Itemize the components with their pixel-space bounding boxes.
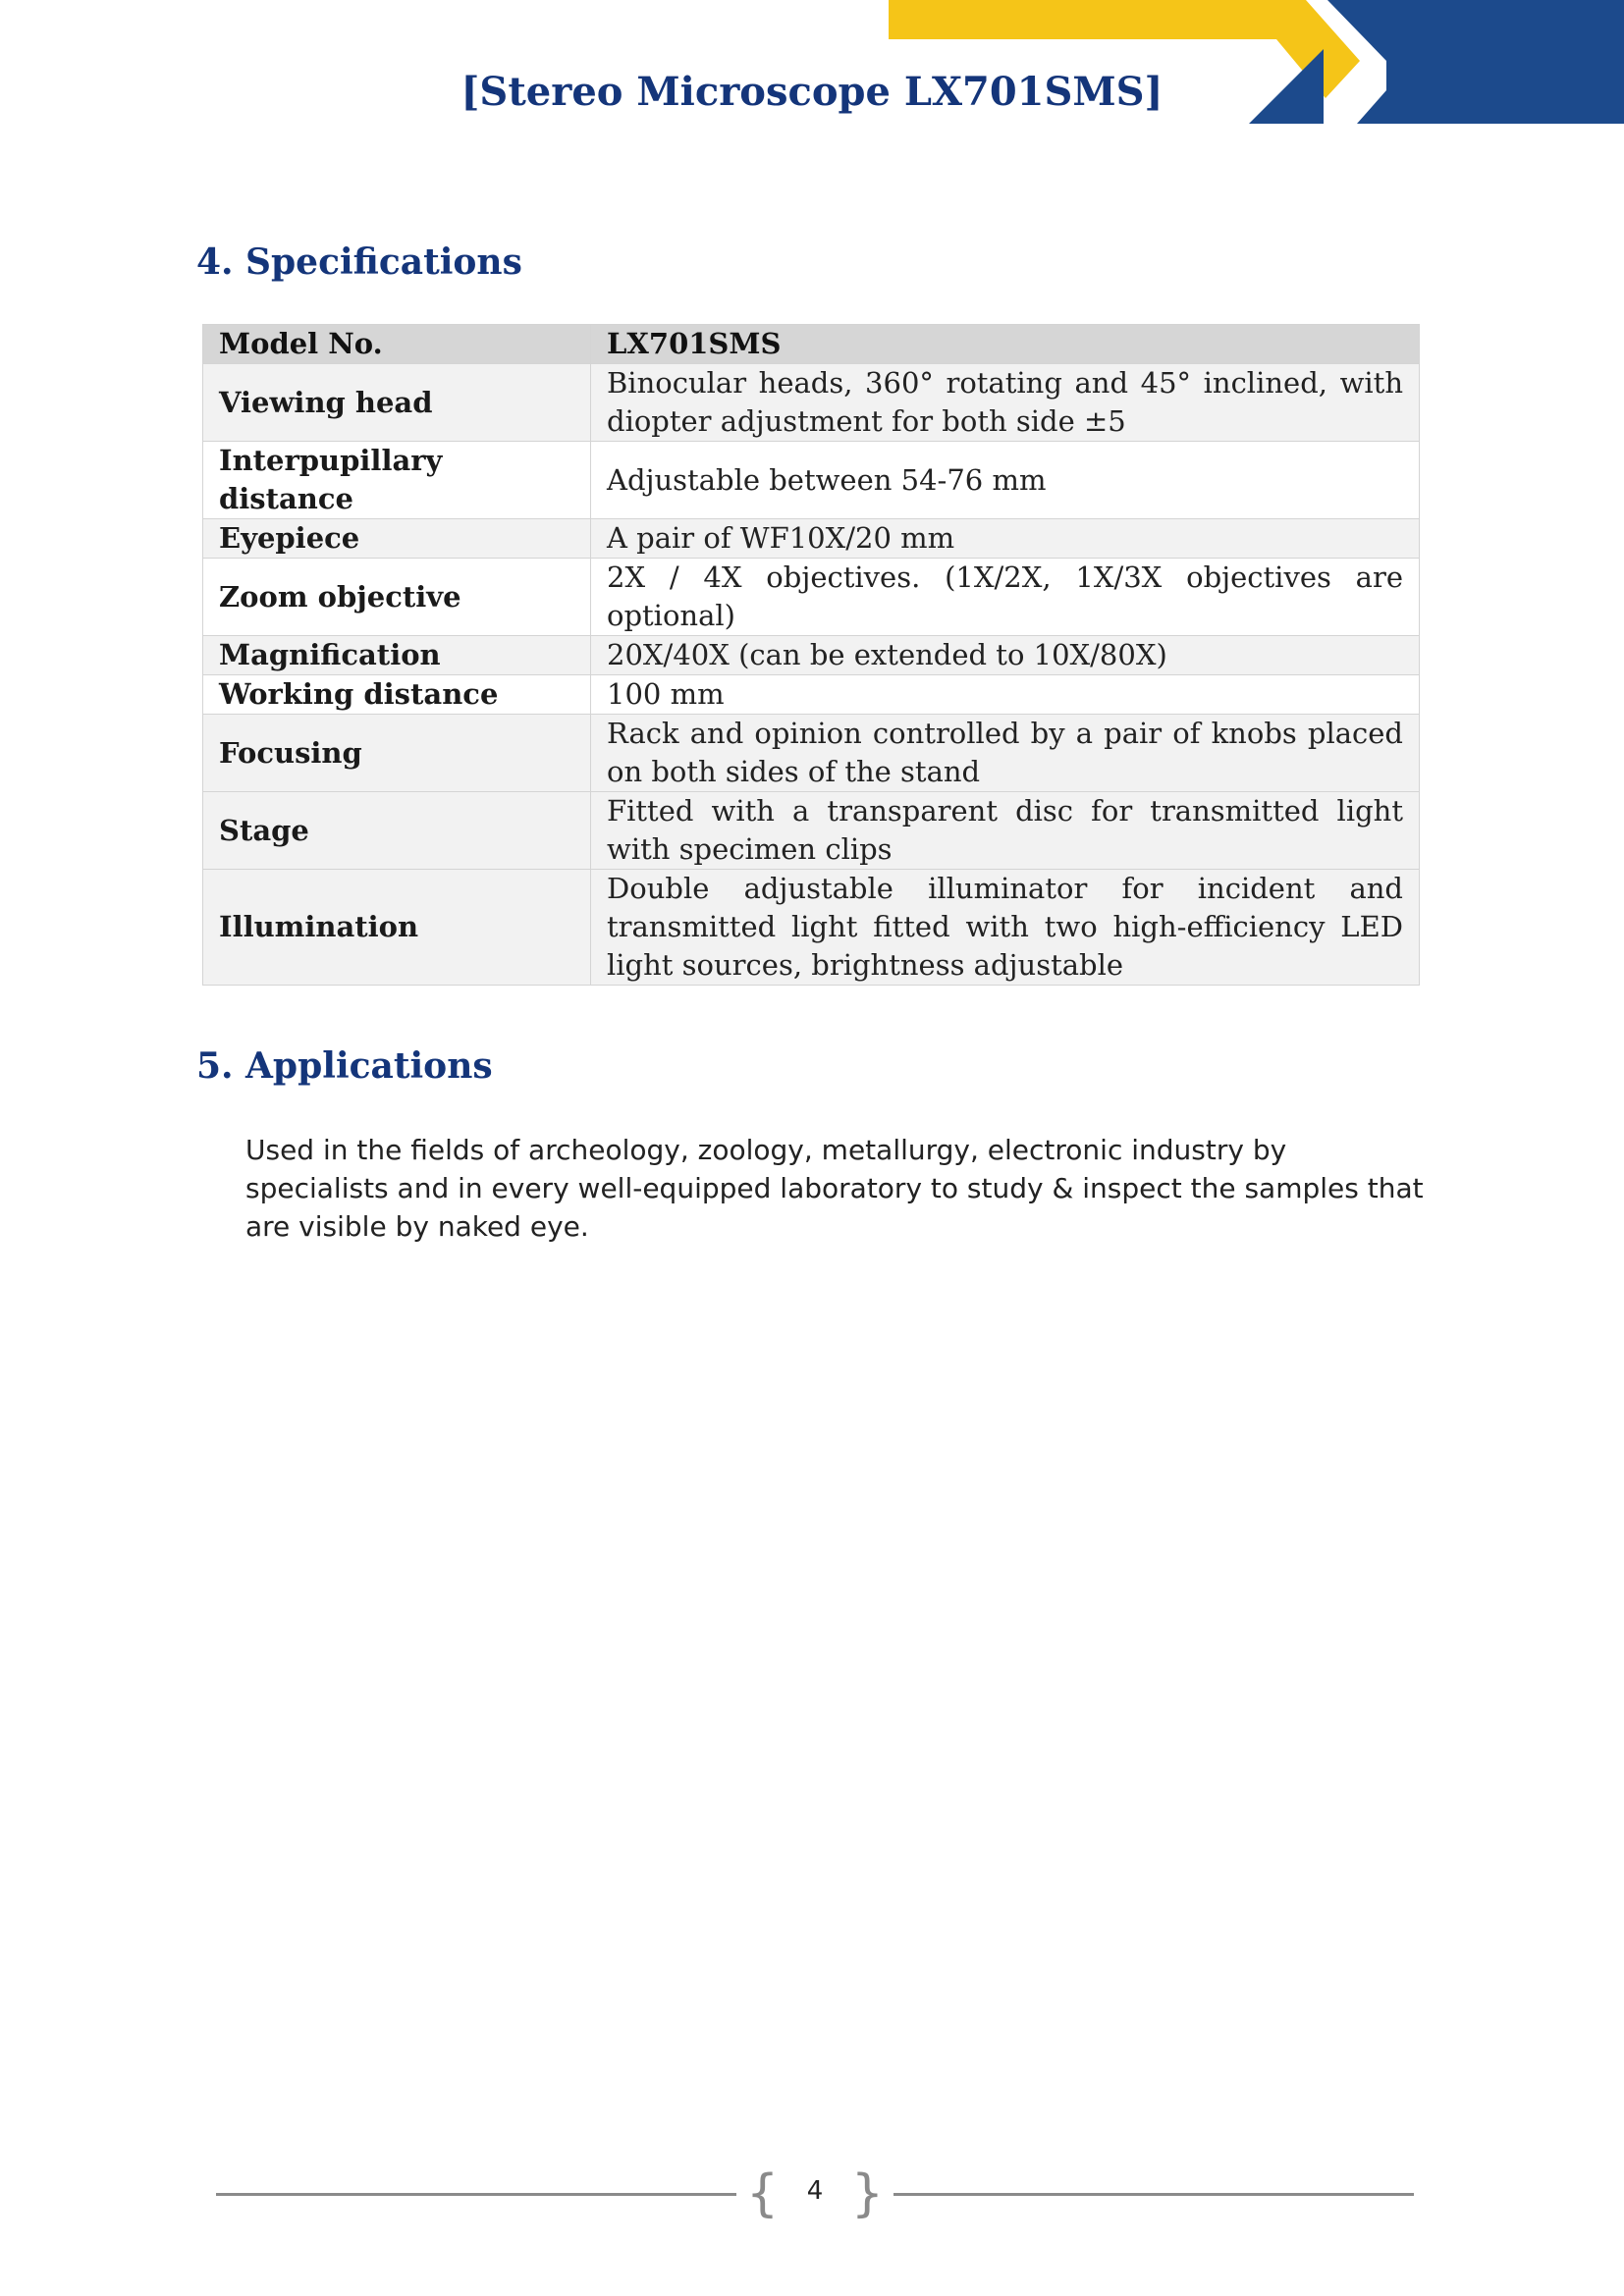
section-title: Specifications bbox=[245, 241, 522, 283]
section-number: 4. bbox=[196, 241, 234, 283]
spec-label: Illumination bbox=[203, 870, 591, 986]
spec-value: Double adjustable illuminator for incident and transmitted light fitted with two high-efficiency LED light sources, brightness adjustable bbox=[591, 870, 1420, 986]
document-title: [Stereo Microscope LX701SMS] bbox=[460, 69, 1164, 115]
spec-value: A pair of WF10X/20 mm bbox=[591, 519, 1420, 559]
spec-value: Fitted with a transparent disc for transmitted light with specimen clips bbox=[591, 792, 1420, 870]
spec-value: Binocular heads, 360° rotating and 45° inclined, with diopter adjustment for both side ±5 bbox=[591, 364, 1420, 442]
table-header-label: Model No. bbox=[203, 325, 591, 364]
spec-label: Working distance bbox=[203, 675, 591, 715]
table-row bbox=[203, 715, 1420, 792]
spec-label: Viewing head bbox=[203, 364, 591, 442]
spec-value: Rack and opinion controlled by a pair of knobs placed on both sides of the stand bbox=[591, 715, 1420, 792]
table-row bbox=[203, 870, 1420, 986]
table-row bbox=[203, 792, 1420, 870]
spec-label: Stage bbox=[203, 792, 591, 870]
footer-rule-left bbox=[216, 2193, 736, 2196]
table-header-row bbox=[203, 325, 1420, 364]
table-row bbox=[203, 636, 1420, 675]
table-header-value: LX701SMS bbox=[591, 325, 1420, 364]
right-brace-icon: } bbox=[850, 2164, 884, 2223]
specifications-heading bbox=[196, 241, 522, 284]
section-title: Applications bbox=[245, 1045, 493, 1087]
page-footer bbox=[216, 2164, 1414, 2223]
table-row bbox=[203, 364, 1420, 442]
section-number: 5. bbox=[196, 1045, 234, 1087]
spec-label: Magnification bbox=[203, 636, 591, 675]
table-row bbox=[203, 519, 1420, 559]
spec-label: Eyepiece bbox=[203, 519, 591, 559]
table-row bbox=[203, 675, 1420, 715]
footer-rule-right bbox=[893, 2193, 1414, 2196]
applications-paragraph: Used in the fields of archeology, zoology, metallurgy, electronic industry by specialists and in every well-equipped laboratory to study & inspect the samples that are visible by naked eye. bbox=[245, 1134, 1424, 1243]
spec-label: Zoom objective bbox=[203, 559, 591, 636]
spec-value: Adjustable between 54-76 mm bbox=[591, 442, 1420, 519]
page-number: 4 bbox=[806, 2176, 824, 2206]
left-brace-icon: { bbox=[746, 2164, 780, 2223]
applications-heading bbox=[196, 1045, 493, 1088]
spec-label: Interpupillary distance bbox=[203, 442, 591, 519]
table-row bbox=[203, 559, 1420, 636]
table-row bbox=[203, 442, 1420, 519]
spec-value: 2X / 4X objectives. (1X/2X, 1X/3X objectives are optional) bbox=[591, 559, 1420, 636]
spec-value: 20X/40X (can be extended to 10X/80X) bbox=[591, 636, 1420, 675]
spec-value: 100 mm bbox=[591, 675, 1420, 715]
spec-label: Focusing bbox=[203, 715, 591, 792]
specifications-table bbox=[202, 324, 1420, 986]
